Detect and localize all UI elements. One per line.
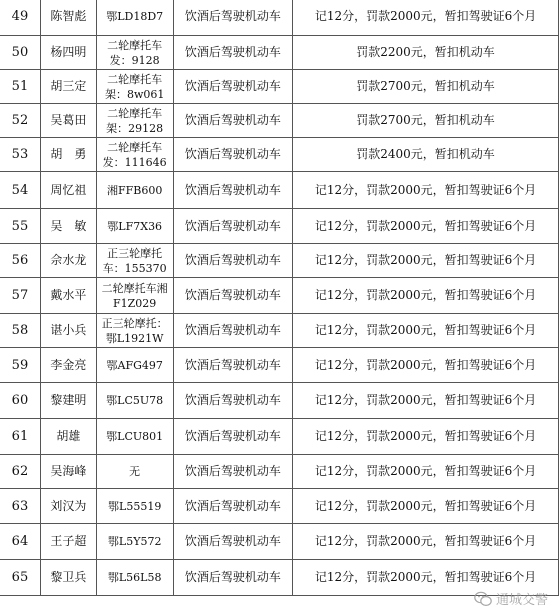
watermark — [474, 589, 548, 608]
table-row — [0, 36, 559, 70]
row-number: 53 — [0, 138, 40, 172]
vehicle-plate: 无 — [96, 455, 173, 489]
driver-name: 李金亮 — [40, 348, 96, 383]
row-number: 55 — [0, 209, 40, 244]
vehicle-plate: 正三轮摩托：鄂L1921W — [96, 314, 173, 348]
vehicle-plate: 鄂L55519 — [96, 489, 173, 524]
driver-name: 吴 敏 — [40, 209, 96, 244]
penalty-description: 记12分，罚款2000元，暂扣驾驶证6个月 — [293, 560, 559, 596]
vehicle-plate: 二轮摩托车发：9128 — [96, 36, 173, 70]
table-row — [0, 209, 559, 244]
row-number: 61 — [0, 419, 40, 455]
table-row — [0, 0, 559, 36]
vehicle-plate: 鄂L56L58 — [96, 560, 173, 596]
driver-name: 佘水龙 — [40, 244, 96, 278]
penalty-description: 罚款2200元，暂扣机动车 — [293, 36, 559, 70]
row-number: 58 — [0, 314, 40, 348]
row-number: 63 — [0, 489, 40, 524]
table-row — [0, 138, 559, 172]
penalty-description: 记12分，罚款2000元，暂扣驾驶证6个月 — [293, 419, 559, 455]
row-number: 65 — [0, 560, 40, 596]
driver-name: 戴水平 — [40, 278, 96, 314]
vehicle-plate: 鄂LF7X36 — [96, 209, 173, 244]
table-row — [0, 104, 559, 138]
driver-name: 杨四明 — [40, 36, 96, 70]
offense-description: 饮酒后驾驶机动车 — [173, 314, 292, 348]
offense-description: 饮酒后驾驶机动车 — [173, 172, 292, 209]
table-row — [0, 419, 559, 455]
driver-name: 陈智彪 — [40, 0, 96, 36]
row-number: 54 — [0, 172, 40, 209]
penalty-description: 记12分，罚款2000元，暂扣驾驶证6个月 — [293, 172, 559, 209]
offense-description: 饮酒后驾驶机动车 — [173, 0, 292, 36]
table-row — [0, 383, 559, 419]
watermark-text: 通城交警 — [495, 593, 548, 608]
table-row — [0, 70, 559, 104]
offense-description: 饮酒后驾驶机动车 — [173, 70, 292, 104]
table-row — [0, 172, 559, 209]
table-row — [0, 314, 559, 348]
wechat-logo-icon — [474, 591, 492, 607]
driver-name: 吴海峰 — [40, 455, 96, 489]
offense-description: 饮酒后驾驶机动车 — [173, 104, 292, 138]
row-number: 50 — [0, 36, 40, 70]
driver-name: 胡 勇 — [40, 138, 96, 172]
offense-description: 饮酒后驾驶机动车 — [173, 244, 292, 278]
penalty-description: 记12分，罚款2000元，暂扣驾驶证6个月 — [293, 489, 559, 524]
penalty-description: 记12分，罚款2000元，暂扣驾驶证6个月 — [293, 278, 559, 314]
penalty-description: 记12分，罚款2000元，暂扣驾驶证6个月 — [293, 244, 559, 278]
penalty-description: 罚款2700元，暂扣机动车 — [293, 70, 559, 104]
penalty-description: 记12分，罚款2000元，暂扣驾驶证6个月 — [293, 314, 559, 348]
vehicle-plate: 鄂L5Y572 — [96, 524, 173, 560]
penalty-description: 罚款2400元，暂扣机动车 — [293, 138, 559, 172]
penalty-description: 记12分，罚款2000元，暂扣驾驶证6个月 — [293, 455, 559, 489]
offense-description: 饮酒后驾驶机动车 — [173, 278, 292, 314]
driver-name: 谌小兵 — [40, 314, 96, 348]
vehicle-plate: 鄂LC5U78 — [96, 383, 173, 419]
penalty-description: 记12分，罚款2000元，暂扣驾驶证6个月 — [293, 209, 559, 244]
offense-description: 饮酒后驾驶机动车 — [173, 560, 292, 596]
driver-name: 黎卫兵 — [40, 560, 96, 596]
vehicle-plate: 湘FFB600 — [96, 172, 173, 209]
table-row — [0, 244, 559, 278]
row-number: 51 — [0, 70, 40, 104]
offense-description: 饮酒后驾驶机动车 — [173, 348, 292, 383]
driver-name: 胡三定 — [40, 70, 96, 104]
offense-description: 饮酒后驾驶机动车 — [173, 419, 292, 455]
offense-description: 饮酒后驾驶机动车 — [173, 36, 292, 70]
row-number: 52 — [0, 104, 40, 138]
vehicle-plate: 正三轮摩托车：155370 — [96, 244, 173, 278]
penalty-description: 记12分，罚款2000元，暂扣驾驶证6个月 — [293, 383, 559, 419]
driver-name: 周忆祖 — [40, 172, 96, 209]
vehicle-plate: 二轮摩托车架：8w061 — [96, 70, 173, 104]
offense-description: 饮酒后驾驶机动车 — [173, 524, 292, 560]
offense-description: 饮酒后驾驶机动车 — [173, 138, 292, 172]
penalty-description: 罚款2700元，暂扣机动车 — [293, 104, 559, 138]
row-number: 60 — [0, 383, 40, 419]
row-number: 56 — [0, 244, 40, 278]
row-number: 64 — [0, 524, 40, 560]
penalty-description: 记12分，罚款2000元，暂扣驾驶证6个月 — [293, 524, 559, 560]
driver-name: 胡雄 — [40, 419, 96, 455]
offense-description: 饮酒后驾驶机动车 — [173, 209, 292, 244]
vehicle-plate: 二轮摩托车湘F1Z029 — [96, 278, 173, 314]
table-row — [0, 455, 559, 489]
row-number: 62 — [0, 455, 40, 489]
table-row — [0, 278, 559, 314]
offense-description: 饮酒后驾驶机动车 — [173, 489, 292, 524]
table-row — [0, 524, 559, 560]
table-row — [0, 489, 559, 524]
row-number: 57 — [0, 278, 40, 314]
row-number: 49 — [0, 0, 40, 36]
vehicle-plate: 二轮摩托车架：29128 — [96, 104, 173, 138]
driver-name: 王子超 — [40, 524, 96, 560]
table-row — [0, 348, 559, 383]
row-number: 59 — [0, 348, 40, 383]
offense-description: 饮酒后驾驶机动车 — [173, 383, 292, 419]
vehicle-plate: 二轮摩托车发：111646 — [96, 138, 173, 172]
vehicle-plate: 鄂AFG497 — [96, 348, 173, 383]
vehicle-plate: 鄂LCU801 — [96, 419, 173, 455]
penalty-description: 记12分，罚款2000元，暂扣驾驶证6个月 — [293, 0, 559, 36]
offense-description: 饮酒后驾驶机动车 — [173, 455, 292, 489]
driver-name: 黎建明 — [40, 383, 96, 419]
vehicle-plate: 鄂LD18D7 — [96, 0, 173, 36]
penalty-description: 记12分，罚款2000元，暂扣驾驶证6个月 — [293, 348, 559, 383]
driver-name: 刘汉为 — [40, 489, 96, 524]
driver-name: 吴葛田 — [40, 104, 96, 138]
